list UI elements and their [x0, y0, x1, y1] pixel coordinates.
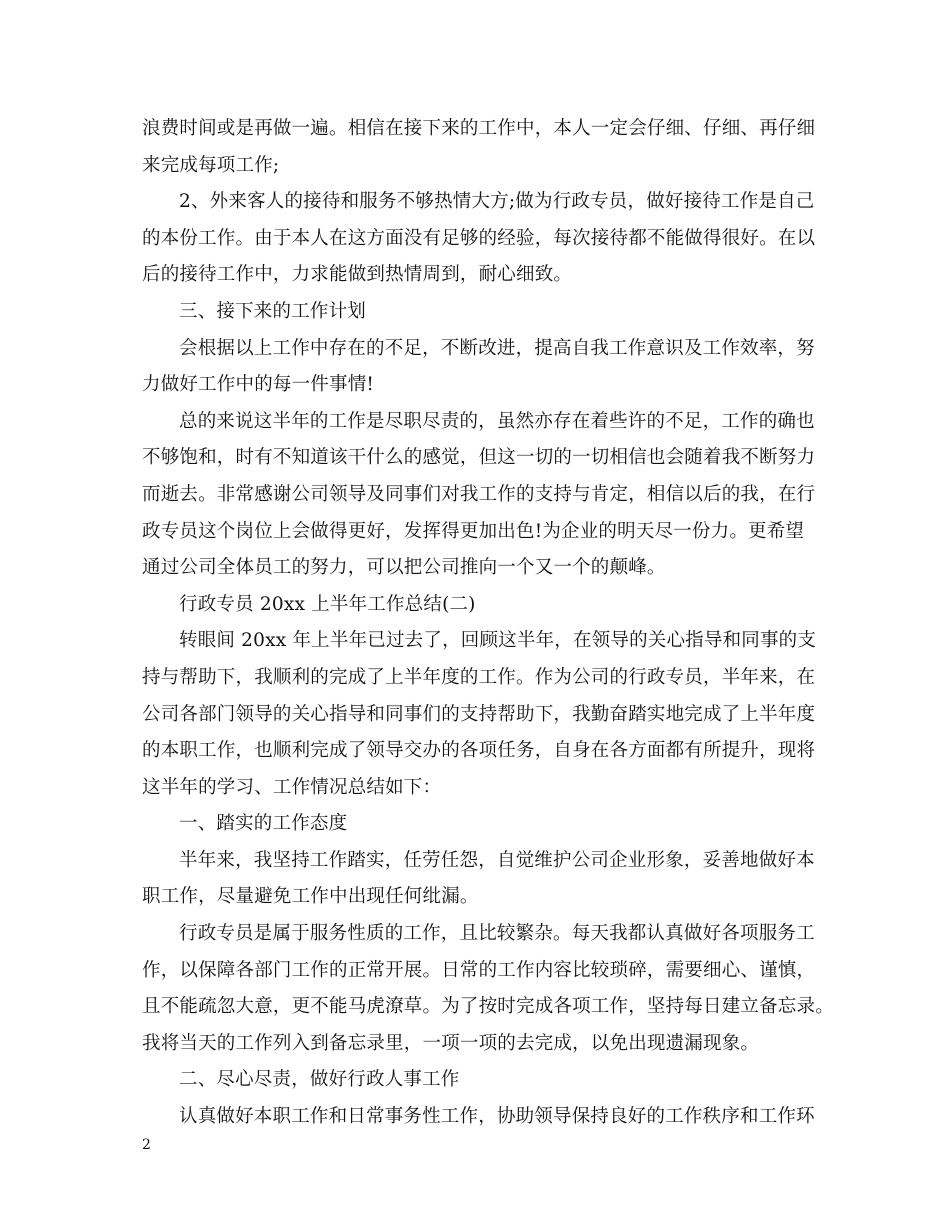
text-line: 总的来说这半年的工作是尽职尽责的，虽然亦存在着些许的不足，工作的确也 — [179, 410, 815, 432]
text-line: 政专员这个岗位上会做得更好，发挥得更加出色!为企业的明天尽一份力。更希望 — [142, 520, 805, 542]
text-line: 职工作，尽量避免工作中出现任何纰漏。 — [142, 886, 479, 908]
text-line: 作，以保障各部门工作的正常开展。日常的工作内容比较琐碎，需要细心、谨慎， — [142, 959, 816, 981]
text-line: 我将当天的工作列入到备忘录里，一项一项的去完成，以免出现遗漏现象。 — [142, 1032, 760, 1054]
page-number: 2 — [142, 1137, 151, 1153]
text-line: 的本份工作。由于本人在这方面没有足够的经验，每次接待都不能做得很好。在以 — [142, 227, 816, 249]
text-line: 公司各部门领导的关心指导和同事们的支持帮助下，我勤奋踏实地完成了上半年度 — [142, 703, 816, 725]
text-line: 2、外来客人的接待和服务不够热情大方;做为行政专员，做好接待工作是自己 — [179, 191, 815, 213]
text-line: 三、接下来的工作计划 — [179, 300, 367, 322]
text-line: 而逝去。非常感谢公司领导及同事们对我工作的支持与肯定，相信以后的我，在行 — [142, 483, 816, 505]
text-line: 的本职工作，也顺利完成了领导交办的各项任务，自身在各方面都有所提升，现将 — [142, 740, 816, 762]
text-line: 行政专员是属于服务性质的工作，且比较繁杂。每天我都认真做好各项服务工 — [179, 923, 815, 945]
text-line: 转眼间 20xx 年上半年已过去了，回顾这半年，在领导的关心指导和同事的支 — [179, 630, 817, 652]
text-line: 后的接待工作中，力求能做到热情周到，耐心细致。 — [142, 264, 573, 286]
text-line: 浪费时间或是再做一遍。相信在接下来的工作中，本人一定会仔细、仔细、再仔细 — [142, 118, 816, 139]
text-line: 二、尽心尽责，做好行政人事工作 — [179, 1069, 460, 1091]
text-line: 且不能疏忽大意，更不能马虎潦草。为了按时完成各项工作，坚持每日建立备忘录。 — [142, 996, 834, 1018]
text-line: 来完成每项工作; — [142, 154, 280, 176]
text-line: 不够饱和，时有不知道该干什么的感觉，但这一切的一切相信也会随着我不断努力 — [142, 447, 816, 469]
text-line: 这半年的学习、工作情况总结如下： — [142, 776, 442, 798]
document-body — [142, 111, 834, 1136]
text-line: 认真做好本职工作和日常事务性工作，协助领导保持良好的工作秩序和工作环 — [179, 1106, 815, 1128]
text-line: 行政专员 20xx 上半年工作总结(二) — [179, 593, 476, 615]
text-line: 半年来，我坚持工作踏实，任劳任怨，自觉维护公司企业形象，妥善地做好本 — [179, 849, 815, 871]
text-line: 持与帮助下，我顺利的完成了上半年度的工作。作为公司的行政专员，半年来，在 — [142, 666, 816, 688]
text-line: 一、踏实的工作态度 — [179, 813, 348, 835]
text-line: 力做好工作中的每一件事情! — [142, 374, 375, 396]
text-line: 会根据以上工作中存在的不足，不断改进，提高自我工作意识及工作效率，努 — [179, 337, 815, 359]
text-line: 通过公司全体员工的努力，可以把公司推向一个又一个的颠峰。 — [142, 557, 666, 579]
